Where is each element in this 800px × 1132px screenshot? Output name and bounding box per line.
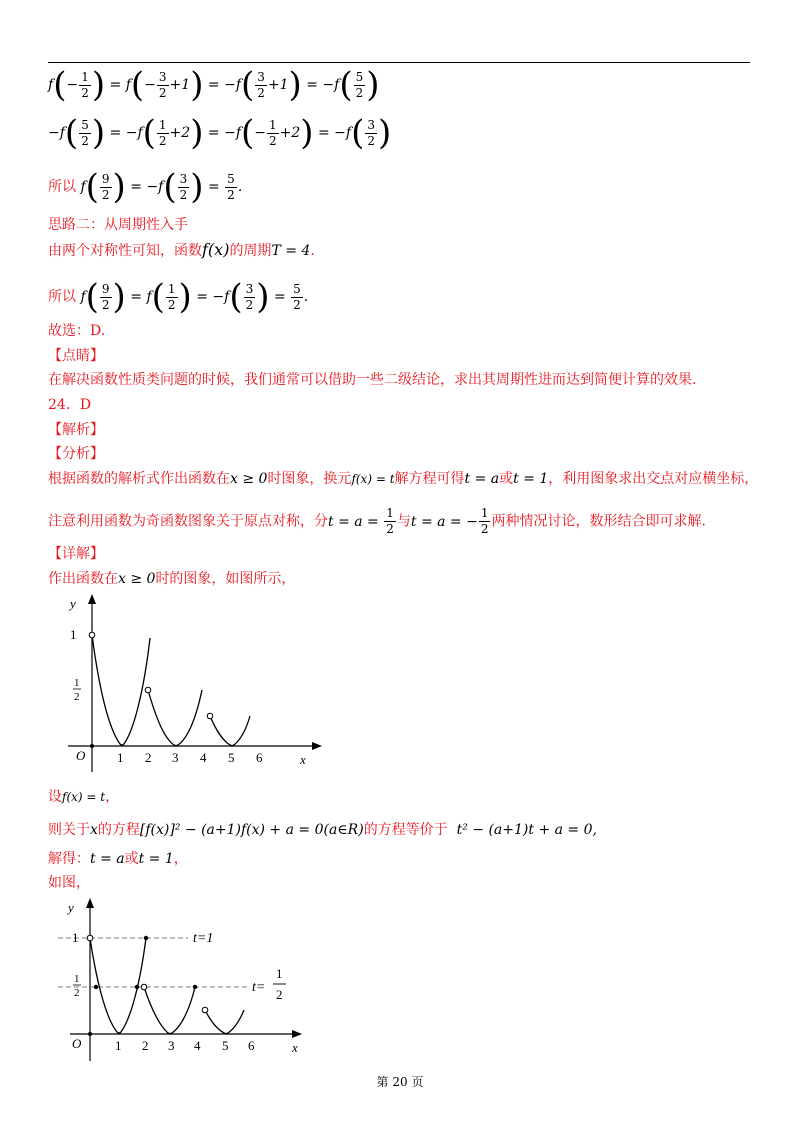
graph1-xtick-6: 6 [256,750,263,765]
graph2-open-point-2 [141,984,147,990]
math-expression: f(− $\frac{1}{2}$ ) = f(− $\frac{3}{2}$ +1) = −f( $\frac{3}{2}$ +1) = −f( $\frac{5}{2}$ ) [48,65,380,105]
graph2-curve-3 [205,1010,244,1034]
graph2-ytick-1: 1 [72,930,79,945]
graph2-axis-y-label: y [68,900,74,915]
graph2-ytick-half [73,973,81,999]
graph2-xtick-3: 3 [168,1038,175,1053]
graph1-open-point-3 [207,713,213,719]
equation-line: 则关于x的方程[f(x)]² − (a+1)f(x) + a = 0(a∈R)的方程等价于 t² − (a+1)t + a = 0, [48,822,597,838]
svg-text:2: 2 [74,987,80,999]
graph1-axis-y-label: y [70,596,76,611]
top-rule [48,62,750,63]
graph2-label-thalf [252,966,286,1002]
math-expression: f( $\frac{9}{2}$ ) = −f( $\frac{3}{2}$ ) = $\frac{5}{2}$ . [80,167,243,207]
graph1-curve-3 [210,716,250,746]
xiangjie-line-1: 作出函数在x ≥ 0时的图象，如图所示， [48,571,296,587]
fenxi-heading: 【分析】 [48,446,104,462]
fenxi-line-1: 根据函数的解析式作出函数在x ≥ 0时图象，换元f(x) = t解方程可得t = a或t = 1，利用图象求出交点对应横坐标， [48,471,759,487]
graph1-curve-1 [92,635,150,745]
graph2-x-arrow [292,1030,302,1038]
graph-1 [48,590,338,780]
graph1-curve-2 [148,690,202,746]
svg-text:2: 2 [74,691,80,703]
graph1-origin-label: O [76,748,86,763]
jiexi-heading: 【解析】 [48,422,104,438]
graph2-xtick-4: 4 [194,1038,201,1053]
graph1-xtick-2: 2 [145,750,152,765]
graph2-open-point-3 [202,1007,208,1013]
svg-text:1: 1 [74,677,80,689]
rutu-line: 如图， [48,875,90,891]
question-24-number: 24．D [48,397,92,413]
graph2-xtick-2: 2 [142,1038,149,1053]
graph1-xtick-1: 1 [117,750,124,765]
graph2-intersect-half-1 [94,985,98,989]
graph1-ytick-1: 1 [70,627,77,642]
graph2-intersect-half-2 [135,985,139,989]
graph1-y-arrow [88,594,96,604]
graph1-x-arrow [312,742,322,750]
approach2-line-2: 所以 f( $\frac{9}{2}$ ) = f( $\frac{1}{2}$ ) = −f( $\frac{3}{2}$ ) = $\frac{5}{2}$ . [48,277,309,317]
graph1-ytick-half [73,677,81,703]
graph1-open-point-2 [145,687,151,693]
math-expression: f( $\frac{9}{2}$ ) = f( $\frac{1}{2}$ ) = −f( $\frac{3}{2}$ ) = $\frac{5}{2}$ . [80,277,309,317]
solve-line: 解得：t = a或t = 1， [48,851,188,867]
graph1-open-point-1 [89,632,95,638]
fenxi-line-2: 注意利用函数为奇函数图象关于原点对称，分t = a = $\frac{1}{2}$ 与t = a = − $\frac{1}{2}$ 两种情况讨论，数形结合即可求解. [48,506,706,536]
graph2-origin-dot [88,1032,92,1036]
graph1-xtick-4: 4 [200,750,207,765]
graph2-y-arrow [86,898,94,908]
graph2-curve-2 [144,987,195,1034]
svg-text:2: 2 [276,987,283,1002]
dianjing-heading: 【点睛】 [48,348,104,364]
graph1-origin-dot [90,744,94,748]
dianjing-text: 在解决函数性质类问题的时候，我们通常可以借助一些二级结论，求出其周期性进而达到简便计算的效果. [48,372,697,388]
graph1-axes [68,598,318,772]
graph2-axis-x-label: x [292,1040,298,1055]
graph2-open-point-1 [87,935,93,941]
answer-line: 故选：D. [48,323,106,339]
she-line: 设f(x) = t， [48,789,120,805]
page-footer: 第 20 页 [376,1075,424,1089]
graph2-intersect-half-3 [193,985,197,989]
graph1-axis-x-label: x [300,752,306,767]
graph1-xtick-3: 3 [172,750,179,765]
graph1-xtick-5: 5 [228,750,235,765]
math-expression: −f( $\frac{5}{2}$ ) = −f( $\frac{1}{2}$ +2) = −f(− $\frac{1}{2}$ +2) = −f( $\frac{3}{2}$ ) [48,113,392,153]
derivation-line-3: 所以 f( $\frac{9}{2}$ ) = −f( $\frac{3}{2}$ ) = $\frac{5}{2}$ . [48,167,243,207]
svg-text:1: 1 [74,973,80,985]
graph2-label-t1: t=1 [193,931,214,946]
graph2-xtick-5: 5 [222,1038,229,1053]
graph-2 [48,896,318,1066]
xiangjie-heading: 【详解】 [48,546,104,562]
derivation-line-1 [48,65,380,105]
svg-text:1: 1 [276,966,283,981]
graph2-xtick-6: 6 [248,1038,255,1053]
derivation-line-2 [48,113,392,153]
svg-text:t=: t= [252,980,266,995]
approach2-title: 思路二：从周期性入手 [48,217,188,233]
approach2-line-1: 由两个对称性可知，函数f(x)的周期T = 4. [48,240,315,259]
graph2-intersect-t1 [144,936,148,940]
graph2-origin-label: O [72,1036,82,1051]
graph2-xtick-1: 1 [115,1038,122,1053]
